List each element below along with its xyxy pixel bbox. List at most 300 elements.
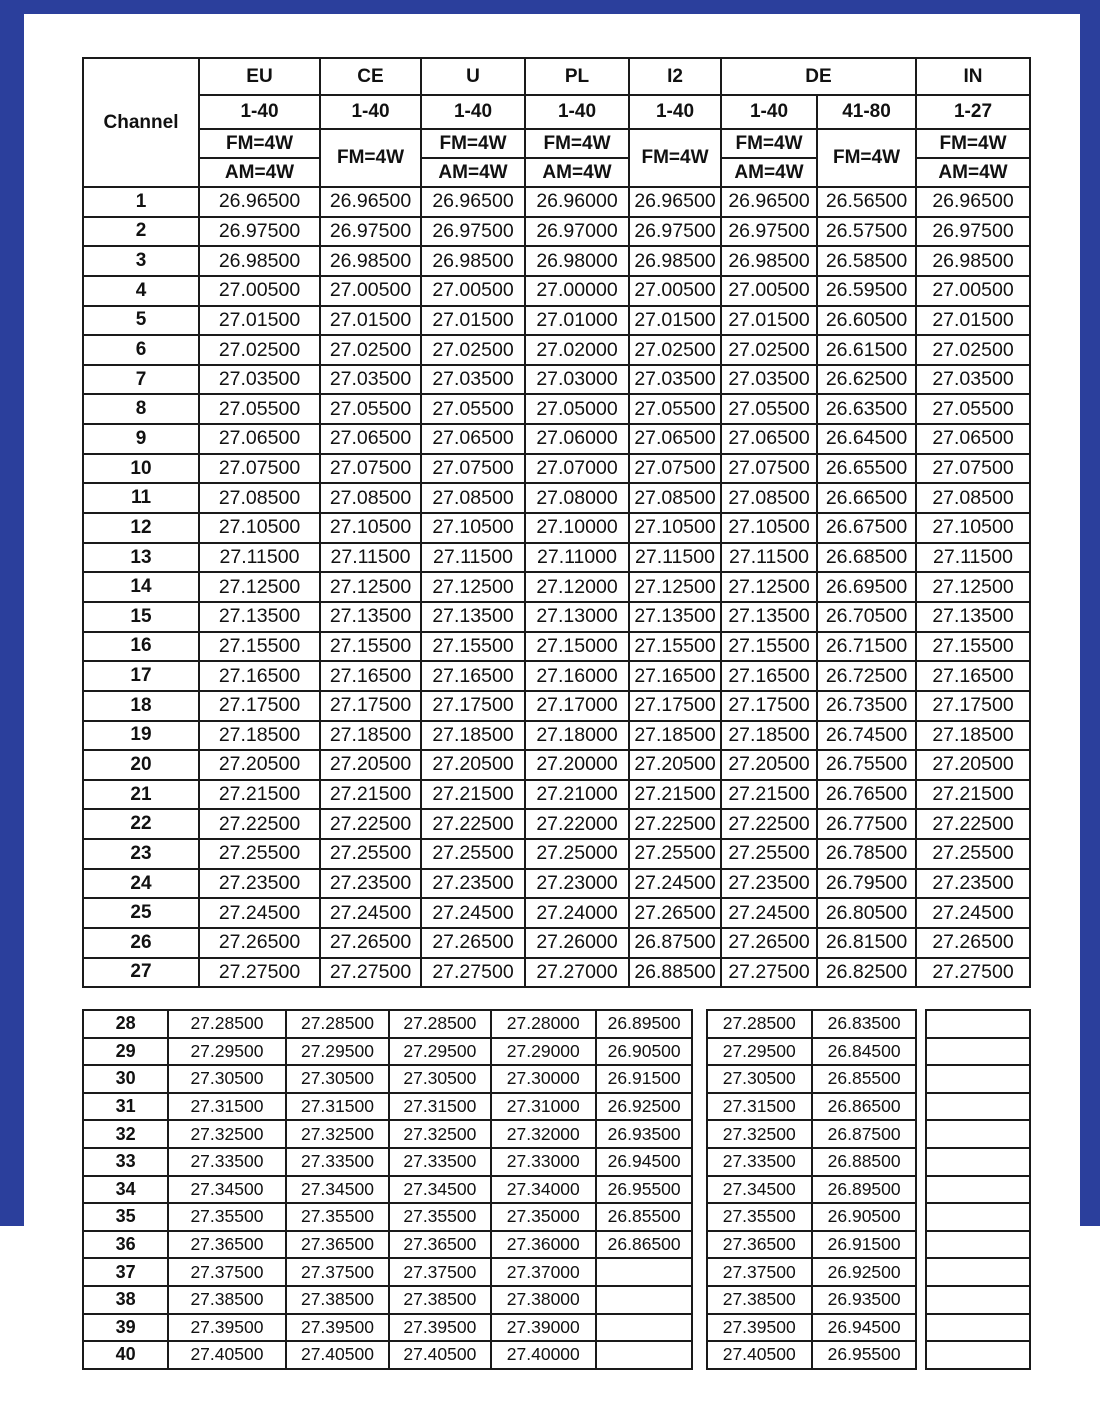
column-gap xyxy=(916,1314,926,1342)
power-am-eu: AM=4W xyxy=(199,158,320,187)
power-fm-de-low: FM=4W xyxy=(721,129,817,158)
column-gap xyxy=(916,1065,926,1093)
empty-cell xyxy=(926,1231,1030,1259)
frequency-cell: 26.81500 xyxy=(817,928,916,958)
frequency-cell: 27.27500 xyxy=(421,958,525,988)
frequency-cell: 27.16500 xyxy=(199,661,320,691)
frequency-cell: 27.26500 xyxy=(916,928,1030,958)
frequency-cell: 27.38000 xyxy=(491,1286,596,1314)
frequency-cell: 27.32500 xyxy=(707,1120,812,1148)
frequency-cell: 27.00500 xyxy=(916,276,1030,306)
frequency-cell: 26.90500 xyxy=(596,1038,692,1066)
channel-number: 16 xyxy=(83,632,199,662)
channel-number: 21 xyxy=(83,780,199,810)
frequency-cell: 26.88500 xyxy=(812,1148,916,1176)
frequency-cell: 27.08000 xyxy=(525,483,629,513)
frequency-cell: 26.97500 xyxy=(916,217,1030,247)
channel-number: 7 xyxy=(83,365,199,395)
channel-number: 37 xyxy=(83,1258,168,1286)
frequency-cell: 27.32000 xyxy=(491,1120,596,1148)
table-row xyxy=(83,1093,1030,1121)
frequency-cell: 27.17500 xyxy=(721,691,817,721)
frequency-cell: 27.02000 xyxy=(525,335,629,365)
frequency-cell: 27.25500 xyxy=(916,839,1030,869)
channel-number: 24 xyxy=(83,869,199,899)
frequency-cell: 26.82500 xyxy=(817,958,916,988)
frequency-cell: 27.16500 xyxy=(629,661,721,691)
frequency-cell: 26.96500 xyxy=(320,187,421,217)
empty-cell xyxy=(926,1286,1030,1314)
frequency-cell: 27.02500 xyxy=(916,335,1030,365)
frequency-cell: 27.05500 xyxy=(629,394,721,424)
group-header-eu: EU xyxy=(199,58,320,95)
frequency-cell: 26.85500 xyxy=(812,1065,916,1093)
frequency-cell: 26.58500 xyxy=(817,246,916,276)
frequency-cell: 27.11500 xyxy=(721,543,817,573)
frequency-cell: 26.76500 xyxy=(817,780,916,810)
frequency-cell: 27.03500 xyxy=(916,365,1030,395)
frequency-cell: 27.05500 xyxy=(916,394,1030,424)
group-header-i2: I2 xyxy=(629,58,721,95)
frequency-cell: 26.95500 xyxy=(596,1176,692,1204)
frequency-cell: 27.24500 xyxy=(199,898,320,928)
frequency-cell: 27.22500 xyxy=(721,809,817,839)
frequency-cell: 27.12500 xyxy=(320,572,421,602)
channel-number: 36 xyxy=(83,1231,168,1259)
range-i2: 1-40 xyxy=(629,95,721,129)
frequency-cell: 27.23500 xyxy=(916,869,1030,899)
channel-number: 26 xyxy=(83,928,199,958)
frequency-cell: 27.31500 xyxy=(286,1093,389,1121)
frequency-cell: 26.64500 xyxy=(817,424,916,454)
frequency-cell: 26.68500 xyxy=(817,543,916,573)
channel-number: 13 xyxy=(83,543,199,573)
frequency-cell: 27.17500 xyxy=(629,691,721,721)
frequency-cell: 27.11500 xyxy=(199,543,320,573)
column-gap xyxy=(692,1038,706,1066)
column-gap xyxy=(692,1231,706,1259)
frequency-cell: 26.97500 xyxy=(629,217,721,247)
frequency-cell: 27.24500 xyxy=(629,869,721,899)
table-row xyxy=(83,217,1030,247)
power-am-pl: AM=4W xyxy=(525,158,629,187)
table-row xyxy=(83,958,1030,988)
frequency-cell: 27.27500 xyxy=(199,958,320,988)
frequency-cell: 27.30000 xyxy=(491,1065,596,1093)
frequency-cell: 26.92500 xyxy=(812,1258,916,1286)
frequency-cell: 27.36000 xyxy=(491,1231,596,1259)
frequency-cell: 26.63500 xyxy=(817,394,916,424)
power-fm-pl: FM=4W xyxy=(525,129,629,158)
frequency-cell: 27.29500 xyxy=(286,1038,389,1066)
frequency-cell: 27.20500 xyxy=(629,750,721,780)
channel-number: 2 xyxy=(83,217,199,247)
frequency-cell: 27.15500 xyxy=(629,632,721,662)
frequency-cell: 27.23500 xyxy=(421,869,525,899)
frequency-cell: 27.39000 xyxy=(491,1314,596,1342)
column-gap xyxy=(916,1120,926,1148)
channel-number: 23 xyxy=(83,839,199,869)
column-gap xyxy=(692,1286,706,1314)
frequency-cell: 27.01500 xyxy=(199,306,320,336)
frequency-cell: 27.22000 xyxy=(525,809,629,839)
frequency-cell: 27.20500 xyxy=(320,750,421,780)
frequency-cell: 27.03500 xyxy=(320,365,421,395)
frequency-cell: 27.38500 xyxy=(389,1286,490,1314)
frequency-cell: 26.75500 xyxy=(817,750,916,780)
channel-number: 9 xyxy=(83,424,199,454)
group-header-u: U xyxy=(421,58,525,95)
table-row xyxy=(83,1148,1030,1176)
channel-number: 30 xyxy=(83,1065,168,1093)
frequency-cell: 27.20500 xyxy=(199,750,320,780)
table-row xyxy=(83,1203,1030,1231)
channel-number: 8 xyxy=(83,394,199,424)
frequency-cell: 27.02500 xyxy=(199,335,320,365)
frequency-cell: 27.21500 xyxy=(421,780,525,810)
frequency-cell: 26.57500 xyxy=(817,217,916,247)
column-gap xyxy=(692,1258,706,1286)
table-row xyxy=(83,721,1030,751)
frequency-cell: 27.27000 xyxy=(525,958,629,988)
frequency-cell: 27.34000 xyxy=(491,1176,596,1204)
channel-number: 10 xyxy=(83,454,199,484)
channel-number: 40 xyxy=(83,1341,168,1369)
frequency-cell: 27.03500 xyxy=(629,365,721,395)
frequency-cell: 27.16500 xyxy=(721,661,817,691)
table-row xyxy=(83,187,1030,217)
frequency-cell: 27.23500 xyxy=(199,869,320,899)
table-row xyxy=(83,1231,1030,1259)
channel-number: 17 xyxy=(83,661,199,691)
channel-number: 28 xyxy=(83,1010,168,1038)
frequency-cell: 26.96000 xyxy=(525,187,629,217)
frequency-cell: 27.13500 xyxy=(629,602,721,632)
frequency-cell: 27.35500 xyxy=(286,1203,389,1231)
frequency-cell: 27.17500 xyxy=(421,691,525,721)
frequency-cell: 26.95500 xyxy=(812,1341,916,1369)
group-header-de: DE xyxy=(721,58,916,95)
frequency-cell: 27.05500 xyxy=(421,394,525,424)
channel-number: 35 xyxy=(83,1203,168,1231)
frequency-cell: 27.33500 xyxy=(286,1148,389,1176)
frequency-cell: 27.27500 xyxy=(721,958,817,988)
channel-number: 5 xyxy=(83,306,199,336)
range-u: 1-40 xyxy=(421,95,525,129)
channel-number: 32 xyxy=(83,1120,168,1148)
empty-cell xyxy=(596,1341,692,1369)
frequency-cell: 26.93500 xyxy=(812,1286,916,1314)
frequency-cell: 27.38500 xyxy=(286,1286,389,1314)
empty-cell xyxy=(596,1314,692,1342)
channel-number: 31 xyxy=(83,1093,168,1121)
frequency-cell: 27.15500 xyxy=(421,632,525,662)
table-row xyxy=(83,869,1030,899)
channel-number: 12 xyxy=(83,513,199,543)
frequency-cell: 27.34500 xyxy=(168,1176,286,1204)
table-row xyxy=(83,543,1030,573)
channel-number: 38 xyxy=(83,1286,168,1314)
frequency-cell: 27.29000 xyxy=(491,1038,596,1066)
frequency-cell: 27.00500 xyxy=(199,276,320,306)
table-row xyxy=(83,246,1030,276)
table-row xyxy=(83,780,1030,810)
empty-cell xyxy=(926,1258,1030,1286)
frequency-cell: 27.11500 xyxy=(421,543,525,573)
table-row xyxy=(83,1038,1030,1066)
table-row xyxy=(83,602,1030,632)
power-fm-i2: FM=4W xyxy=(629,129,721,187)
channel-frequency-table-bottom xyxy=(82,1009,1031,1370)
frequency-cell: 27.08500 xyxy=(721,483,817,513)
empty-cell xyxy=(926,1341,1030,1369)
power-fm-u: FM=4W xyxy=(421,129,525,158)
frequency-cell: 26.87500 xyxy=(812,1120,916,1148)
frequency-cell: 27.35500 xyxy=(168,1203,286,1231)
top-table-body xyxy=(83,187,1030,987)
frequency-cell: 27.40500 xyxy=(286,1341,389,1369)
frequency-cell: 26.96500 xyxy=(199,187,320,217)
frequency-cell: 27.24500 xyxy=(721,898,817,928)
table-row xyxy=(83,572,1030,602)
table-row xyxy=(83,928,1030,958)
frequency-cell: 27.11500 xyxy=(629,543,721,573)
frequency-cell: 27.30500 xyxy=(389,1065,490,1093)
empty-cell xyxy=(926,1120,1030,1148)
frequency-cell: 27.17000 xyxy=(525,691,629,721)
frequency-cell: 27.23500 xyxy=(721,869,817,899)
frequency-cell: 27.30500 xyxy=(707,1065,812,1093)
frequency-cell: 27.10000 xyxy=(525,513,629,543)
frequency-cell: 27.26500 xyxy=(629,898,721,928)
column-gap xyxy=(916,1286,926,1314)
range-de-low: 1-40 xyxy=(721,95,817,129)
frequency-cell: 27.25500 xyxy=(421,839,525,869)
table-row xyxy=(83,483,1030,513)
frequency-cell: 27.06500 xyxy=(421,424,525,454)
frequency-cell: 27.07500 xyxy=(629,454,721,484)
frequency-cell: 27.40000 xyxy=(491,1341,596,1369)
frequency-cell: 27.06500 xyxy=(199,424,320,454)
column-gap xyxy=(692,1341,706,1369)
frequency-cell: 27.39500 xyxy=(286,1314,389,1342)
frequency-cell: 27.15500 xyxy=(916,632,1030,662)
frequency-cell: 27.26500 xyxy=(421,928,525,958)
frequency-cell: 27.29500 xyxy=(168,1038,286,1066)
frequency-cell: 27.13500 xyxy=(199,602,320,632)
frequency-cell: 26.94500 xyxy=(812,1314,916,1342)
frequency-cell: 27.36500 xyxy=(707,1231,812,1259)
frequency-cell: 27.06000 xyxy=(525,424,629,454)
frequency-cell: 27.33500 xyxy=(707,1148,812,1176)
frequency-cell: 26.72500 xyxy=(817,661,916,691)
frequency-cell: 27.13500 xyxy=(421,602,525,632)
frequency-cell: 27.16500 xyxy=(320,661,421,691)
frequency-cell: 27.06500 xyxy=(320,424,421,454)
frequency-cell: 27.25500 xyxy=(199,839,320,869)
frequency-cell: 27.10500 xyxy=(721,513,817,543)
frequency-cell: 27.27500 xyxy=(320,958,421,988)
frequency-cell: 27.35000 xyxy=(491,1203,596,1231)
power-am-in: AM=4W xyxy=(916,158,1030,187)
column-gap xyxy=(916,1176,926,1204)
frequency-cell: 27.29500 xyxy=(707,1038,812,1066)
table-row xyxy=(83,394,1030,424)
frequency-cell: 27.23000 xyxy=(525,869,629,899)
frequency-cell: 27.33500 xyxy=(389,1148,490,1176)
frequency-cell: 27.16500 xyxy=(421,661,525,691)
frequency-cell: 27.28500 xyxy=(389,1010,490,1038)
frequency-cell: 26.61500 xyxy=(817,335,916,365)
frequency-cell: 26.98500 xyxy=(721,246,817,276)
frequency-cell: 27.31000 xyxy=(491,1093,596,1121)
frequency-cell: 27.25500 xyxy=(320,839,421,869)
frequency-cell: 26.85500 xyxy=(596,1203,692,1231)
empty-cell xyxy=(926,1176,1030,1204)
frequency-cell: 27.06500 xyxy=(629,424,721,454)
frequency-cell: 26.71500 xyxy=(817,632,916,662)
frequency-cell: 27.26000 xyxy=(525,928,629,958)
table-row xyxy=(83,1341,1030,1369)
channel-number: 25 xyxy=(83,898,199,928)
frequency-cell: 27.20500 xyxy=(421,750,525,780)
table-row xyxy=(83,1258,1030,1286)
frequency-cell: 27.24500 xyxy=(421,898,525,928)
frequency-cell: 27.31500 xyxy=(707,1093,812,1121)
frequency-cell: 27.06500 xyxy=(721,424,817,454)
frequency-cell: 27.33500 xyxy=(168,1148,286,1176)
frequency-cell: 27.12500 xyxy=(199,572,320,602)
frequency-cell: 27.33000 xyxy=(491,1148,596,1176)
frequency-cell: 27.22500 xyxy=(916,809,1030,839)
frequency-cell: 26.97500 xyxy=(721,217,817,247)
frequency-cell: 27.13500 xyxy=(721,602,817,632)
table-row xyxy=(83,513,1030,543)
frequency-cell: 27.16500 xyxy=(916,661,1030,691)
channel-number: 6 xyxy=(83,335,199,365)
column-gap xyxy=(916,1231,926,1259)
frame-right-border xyxy=(1080,0,1100,1226)
frequency-cell: 27.18500 xyxy=(421,721,525,751)
frequency-cell: 26.65500 xyxy=(817,454,916,484)
frequency-cell: 27.08500 xyxy=(320,483,421,513)
frequency-cell: 27.01000 xyxy=(525,306,629,336)
empty-cell xyxy=(596,1286,692,1314)
channel-number: 29 xyxy=(83,1038,168,1066)
empty-cell xyxy=(926,1093,1030,1121)
frequency-cell: 26.98500 xyxy=(916,246,1030,276)
frequency-cell: 27.24500 xyxy=(916,898,1030,928)
frequency-cell: 26.89500 xyxy=(596,1010,692,1038)
frequency-cell: 27.10500 xyxy=(421,513,525,543)
frequency-cell: 27.01500 xyxy=(320,306,421,336)
frequency-cell: 26.84500 xyxy=(812,1038,916,1066)
channel-number: 14 xyxy=(83,572,199,602)
frequency-cell: 27.00500 xyxy=(421,276,525,306)
frame-top-border xyxy=(0,0,1100,14)
frequency-cell: 27.03500 xyxy=(421,365,525,395)
frequency-cell: 27.39500 xyxy=(168,1314,286,1342)
frequency-cell: 27.07500 xyxy=(721,454,817,484)
frequency-cell: 27.07500 xyxy=(199,454,320,484)
group-header-in: IN xyxy=(916,58,1030,95)
channel-number: 1 xyxy=(83,187,199,217)
frequency-cell: 27.25500 xyxy=(721,839,817,869)
frequency-cell: 27.40500 xyxy=(389,1341,490,1369)
frequency-cell: 26.62500 xyxy=(817,365,916,395)
frequency-cell: 26.89500 xyxy=(812,1176,916,1204)
frequency-cell: 27.08500 xyxy=(629,483,721,513)
channel-number: 27 xyxy=(83,958,199,988)
frequency-cell: 27.05500 xyxy=(721,394,817,424)
frequency-cell: 27.20500 xyxy=(916,750,1030,780)
frequency-cell: 27.32500 xyxy=(168,1120,286,1148)
frequency-cell: 26.67500 xyxy=(817,513,916,543)
frequency-cell: 27.36500 xyxy=(168,1231,286,1259)
table-row xyxy=(83,306,1030,336)
frequency-cell: 27.27500 xyxy=(916,958,1030,988)
frequency-cell: 27.28500 xyxy=(286,1010,389,1038)
frequency-cell: 27.01500 xyxy=(721,306,817,336)
frequency-cell: 27.28500 xyxy=(707,1010,812,1038)
frequency-cell: 26.69500 xyxy=(817,572,916,602)
frequency-cell: 27.36500 xyxy=(389,1231,490,1259)
channel-number: 11 xyxy=(83,483,199,513)
frequency-cell: 27.28000 xyxy=(491,1010,596,1038)
channel-number: 18 xyxy=(83,691,199,721)
column-gap xyxy=(692,1065,706,1093)
table-row xyxy=(83,1120,1030,1148)
frequency-cell: 27.25000 xyxy=(525,839,629,869)
frequency-cell: 26.91500 xyxy=(596,1065,692,1093)
frequency-cell: 26.74500 xyxy=(817,721,916,751)
frequency-cell: 27.32500 xyxy=(286,1120,389,1148)
frequency-cell: 27.25500 xyxy=(629,839,721,869)
frequency-cell: 27.21500 xyxy=(320,780,421,810)
frequency-cell: 27.35500 xyxy=(389,1203,490,1231)
empty-cell xyxy=(926,1038,1030,1066)
frequency-cell: 27.02500 xyxy=(421,335,525,365)
column-gap xyxy=(916,1038,926,1066)
frequency-cell: 27.18000 xyxy=(525,721,629,751)
frequency-cell: 27.37500 xyxy=(389,1258,490,1286)
frequency-cell: 26.83500 xyxy=(812,1010,916,1038)
frequency-cell: 27.10500 xyxy=(199,513,320,543)
frequency-cell: 27.22500 xyxy=(629,809,721,839)
power-fm-ce: FM=4W xyxy=(320,129,421,187)
frequency-cell: 26.86500 xyxy=(812,1093,916,1121)
frequency-cell: 27.40500 xyxy=(707,1341,812,1369)
empty-cell xyxy=(596,1258,692,1286)
frequency-cell: 27.18500 xyxy=(199,721,320,751)
column-gap xyxy=(916,1010,926,1038)
table-row xyxy=(83,661,1030,691)
channel-number: 34 xyxy=(83,1176,168,1204)
frequency-cell: 26.96500 xyxy=(916,187,1030,217)
frequency-cell: 27.26500 xyxy=(320,928,421,958)
table-row xyxy=(83,1010,1030,1038)
column-gap xyxy=(916,1093,926,1121)
frequency-cell: 27.15000 xyxy=(525,632,629,662)
frequency-cell: 27.05500 xyxy=(199,394,320,424)
table-row xyxy=(83,365,1030,395)
frequency-cell: 26.78500 xyxy=(817,839,916,869)
power-am-de-low: AM=4W xyxy=(721,158,817,187)
table-row xyxy=(83,1286,1030,1314)
frequency-cell: 27.13500 xyxy=(916,602,1030,632)
column-gap xyxy=(692,1010,706,1038)
frequency-cell: 26.59500 xyxy=(817,276,916,306)
